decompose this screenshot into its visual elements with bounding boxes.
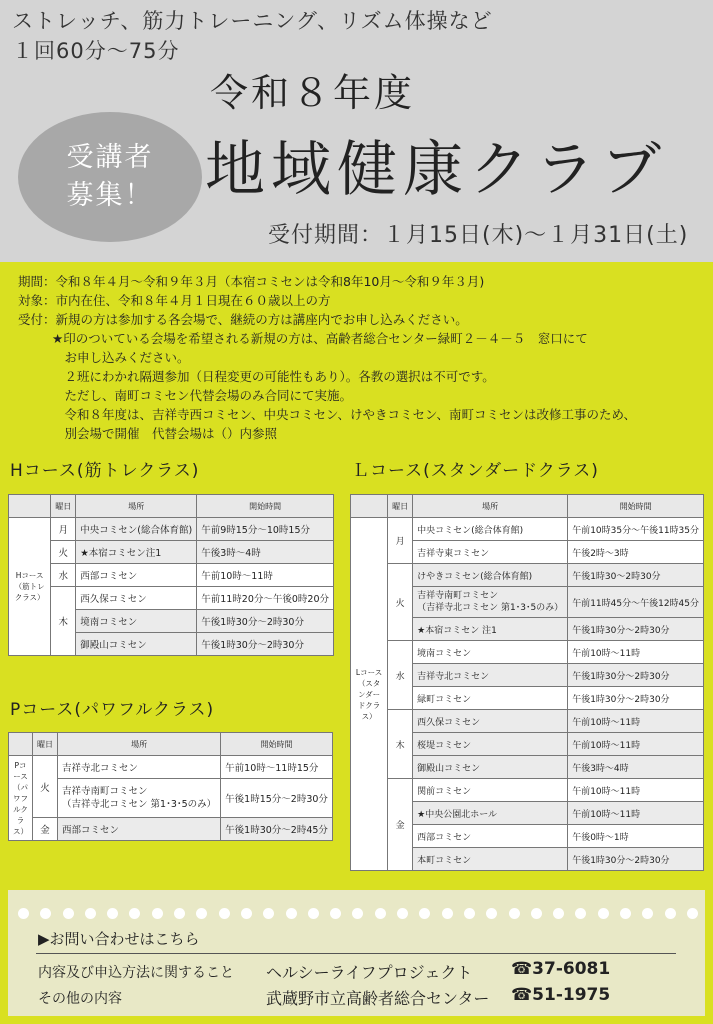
time-cell: 午後3時～4時 [568, 756, 704, 779]
badge-line-2: 募集！ [66, 180, 154, 211]
table-row [9, 587, 334, 610]
contact-org-2: 武蔵野市立高齢者総合センター [266, 989, 490, 1008]
table-row [9, 564, 334, 587]
time-cell: 午後1時30～2時30分 [568, 564, 704, 587]
time-cell: 午前10時～11時 [568, 710, 704, 733]
tagline-activities: ストレッチ、筋力トレーニング、リズム体操など [12, 9, 493, 33]
place-cell: 本町コミセン [413, 848, 568, 871]
time-cell: 午前11時45分～午後12時45分 [568, 587, 704, 618]
p-course-table [8, 732, 333, 841]
time-cell: 午後3時～4時 [197, 541, 334, 564]
table-row [351, 641, 704, 664]
time-cell: 午後2時～3時 [568, 541, 704, 564]
contact-heading: ▶お問い合わせはこちら [38, 930, 200, 948]
note-line-1: ★印のついている会場を希望される新規の方は、高齢者総合センター緑町２－４－５ 窓口にて [52, 331, 588, 346]
place-cell: 境南コミセン [76, 610, 197, 633]
day-cell: 火 [51, 541, 76, 564]
place-cell: 西部コミセン [413, 825, 568, 848]
time-cell: 午後1時30分～2時30分 [197, 610, 334, 633]
h-course-heading: Hコース(筋トレクラス) [10, 461, 200, 481]
header-band [0, 0, 713, 262]
place-cell: 御殿山コミセン [413, 756, 568, 779]
day-cell: 月 [388, 518, 413, 564]
p-header-time: 開始時間 [221, 733, 333, 756]
h-course-table [8, 494, 334, 656]
time-cell: 午後1時30分～2時30分 [568, 618, 704, 641]
table-row [351, 518, 704, 541]
day-cell: 月 [51, 518, 76, 541]
place-cell: けやきコミセン(総合体育館) [413, 564, 568, 587]
contact-org-1: ヘルシーライフプロジェクト [266, 963, 473, 982]
place-cell: 中央コミセン(総合体育館) [413, 518, 568, 541]
place-cell: 中央コミセン(総合体育館) [76, 518, 197, 541]
tagline-duration: １回60分～75分 [12, 39, 180, 63]
place-cell: 西部コミセン [76, 564, 197, 587]
place-cell: ★本宿コミセン注1 [76, 541, 197, 564]
day-cell: 火 [33, 756, 58, 818]
table-row [9, 541, 334, 564]
place-cell: 吉祥寺南町コミセン （吉祥寺北コミセン 第1･3･5のみ） [413, 587, 568, 618]
recruit-badge [18, 112, 202, 242]
time-cell: 午前10時～11時 [568, 779, 704, 802]
fiscal-year-subtitle: 令和８年度 [210, 71, 416, 115]
place-cell: 吉祥寺北コミセン [413, 664, 568, 687]
day-cell: 金 [33, 818, 58, 841]
note-line-3: ２班にわかれ隔週参加（日程変更の可能性もあり）。各教の選択は不可です。 [52, 369, 495, 384]
time-cell: 午後1時15分～2時30分 [221, 779, 333, 818]
tagline [12, 6, 493, 66]
p-course-name: Pコース （パワフルクラス） [9, 756, 33, 841]
h-header-time: 開始時間 [197, 495, 334, 518]
table-row [9, 518, 334, 541]
h-header-place: 場所 [76, 495, 197, 518]
p-header-course [9, 733, 33, 756]
time-cell: 午前10時～11時 [568, 641, 704, 664]
reception-period: 受付期間：１月15日(木)～１月31日(土) [268, 223, 689, 248]
time-cell: 午前11時20分～午後0時20分 [197, 587, 334, 610]
time-cell: 午後1時30分～2時45分 [221, 818, 333, 841]
note-line-5: 令和８年度は、吉祥寺西コミセン、中央コミセン、けやきコミセン、南町コミセンは改修工事のため、 [52, 407, 637, 422]
table-row [9, 756, 333, 779]
place-cell: 西久保コミセン [76, 587, 197, 610]
l-header-day: 曜日 [388, 495, 413, 518]
table-row [351, 710, 704, 733]
day-cell: 水 [388, 641, 413, 710]
p-header-day: 曜日 [33, 733, 58, 756]
h-header-day: 曜日 [51, 495, 76, 518]
time-cell: 午前10時～11時 [197, 564, 334, 587]
day-cell: 木 [388, 710, 413, 779]
h-header-course [9, 495, 51, 518]
l-course-table [350, 494, 704, 871]
place-cell: 吉祥寺南町コミセン （吉祥寺北コミセン 第1･3･5のみ） [58, 779, 221, 818]
time-cell: 午後0時～1時 [568, 825, 704, 848]
phone-number-1: ☎37-6081 [511, 959, 611, 979]
contact-divider [36, 953, 676, 954]
phone-number-2: ☎51-1975 [511, 985, 611, 1005]
l-header-place: 場所 [413, 495, 568, 518]
place-cell: ★本宿コミセン 注1 [413, 618, 568, 641]
contact-footer [8, 890, 705, 1016]
time-cell: 午後1時30分～2時30分 [568, 848, 704, 871]
place-cell: 桜堤コミセン [413, 733, 568, 756]
info-target: 対象：市内在住、令和８年４月１日現在６０歳以上の方 [18, 293, 331, 308]
time-cell: 午前9時15分～10時15分 [197, 518, 334, 541]
table-row [351, 779, 704, 802]
place-cell: ★中央公園北ホール [413, 802, 568, 825]
dot-divider [18, 908, 698, 919]
note-line-6: 別会場で開催 代替会場は（）内参照 [52, 426, 278, 441]
time-cell: 午後1時30分～2時30分 [568, 664, 704, 687]
p-course-heading: Pコース(パワフルクラス) [10, 700, 215, 720]
table-row [351, 564, 704, 587]
day-cell: 水 [51, 564, 76, 587]
day-cell: 木 [51, 587, 76, 656]
note-line-2: お申し込みください。 [52, 350, 190, 365]
l-course-name: Lコース （スタンダードクラス） [351, 518, 388, 871]
badge-line-1: 受講者 [66, 142, 154, 173]
time-cell: 午前10時～11時15分 [221, 756, 333, 779]
place-cell: 緑町コミセン [413, 687, 568, 710]
contact-label-2: その他の内容 [38, 991, 122, 1007]
time-cell: 午前10時～11時 [568, 802, 704, 825]
time-cell: 午前10時～11時 [568, 733, 704, 756]
l-course-heading: Ｌコース(スタンダードクラス) [352, 461, 599, 481]
place-cell: 関前コミセン [413, 779, 568, 802]
place-cell: 御殿山コミセン [76, 633, 197, 656]
time-cell: 午後1時30分～2時30分 [568, 687, 704, 710]
note-line-4: ただし、南町コミセン代替会場のみ合同にて実施。 [52, 388, 353, 403]
h-course-name: Hコース （筋トレクラス） [9, 518, 51, 656]
place-cell: 吉祥寺北コミセン [58, 756, 221, 779]
l-header-time: 開始時間 [568, 495, 704, 518]
p-header-place: 場所 [58, 733, 221, 756]
place-cell: 西部コミセン [58, 818, 221, 841]
page-title: 地域健康クラブ [205, 135, 667, 205]
contact-label-1: 内容及び申込方法に関すること [38, 965, 234, 981]
info-period: 期間：令和８年４月～令和９年３月（本宿コミセンは令和8年10月～令和９年３月) [18, 274, 485, 289]
info-reception: 受付：新規の方は参加する各会場で、継続の方は講座内でお申し込みください。 [18, 312, 468, 327]
place-cell: 吉祥寺東コミセン [413, 541, 568, 564]
place-cell: 境南コミセン [413, 641, 568, 664]
table-row [9, 818, 333, 841]
place-cell: 西久保コミセン [413, 710, 568, 733]
time-cell: 午前10時35分～午後11時35分 [568, 518, 704, 541]
day-cell: 火 [388, 564, 413, 641]
day-cell: 金 [388, 779, 413, 871]
table-row [9, 779, 333, 818]
info-block [18, 272, 636, 443]
l-header-course [351, 495, 388, 518]
time-cell: 午後1時30分～2時30分 [197, 633, 334, 656]
